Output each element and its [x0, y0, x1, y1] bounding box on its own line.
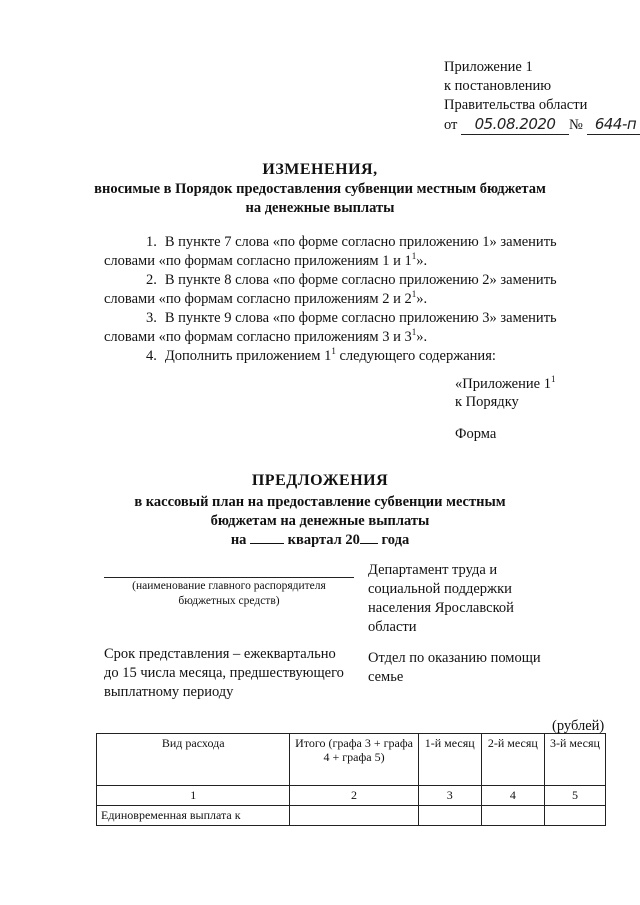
row-month-3 [544, 806, 605, 826]
header-total: Итого (графа 3 + графа 4 + графа 5) [290, 734, 418, 786]
header-month-3: 3-й месяц [544, 734, 605, 786]
deadline-line-3: выплатному периоду [104, 684, 234, 700]
from-label: от [444, 117, 458, 133]
handwritten-date: 05.08.2020 [461, 115, 569, 135]
deadline-line-2: до 15 числа месяца, предшествующего [104, 665, 344, 681]
row-total [290, 806, 418, 826]
item-1-second-end: ». [416, 253, 428, 269]
item-4-superscript: 1 [331, 346, 336, 357]
number-label: № [569, 117, 583, 133]
row-expense-type: Единовременная выплата к [97, 806, 290, 826]
unit-line-1: Отдел по оказанию помощи [368, 650, 541, 666]
header-month-2: 2-й месяц [481, 734, 544, 786]
manager-name-line [104, 577, 354, 578]
proposals-line-1: в кассовый план на предоставление субвенции местным [134, 494, 506, 510]
appendix-ref-line-2: к Порядку [455, 394, 519, 410]
department-name [368, 561, 514, 637]
annex-line-3: Правительства области [444, 97, 588, 113]
item-1 [104, 233, 612, 271]
annex-line-2: к постановлению [444, 78, 552, 94]
column-number-3: 3 [418, 786, 481, 806]
appendix-ref-text: «Приложение 1 [455, 376, 551, 392]
unit-name [368, 649, 541, 687]
department-line-3: населения Ярославской [368, 600, 514, 616]
unit-line-2: семье [368, 669, 404, 685]
handwritten-number: 644-п [587, 115, 640, 135]
annex-header [444, 58, 640, 135]
changes-subtitle-line-2: на денежные выплаты [245, 200, 395, 216]
table-header-row [97, 734, 606, 786]
currency-label: (рублей) [552, 718, 605, 734]
item-4-number: 4. [146, 348, 157, 364]
manager-caption [104, 579, 354, 609]
item-1-first-line: В пункте 7 слова «по форме согласно приложению 1» заменить [164, 234, 557, 250]
manager-caption-line-2: бюджетных средств) [178, 595, 280, 607]
item-4-text: Дополнить приложением 1 [164, 348, 332, 364]
row-month-2 [481, 806, 544, 826]
quarter-blank [250, 543, 284, 544]
year-blank [360, 543, 378, 544]
proposals-title: ПРЕДЛОЖЕНИЯ [251, 472, 389, 489]
table-number-row [97, 786, 606, 806]
table-row [97, 806, 606, 826]
header-month-1: 1-й месяц [418, 734, 481, 786]
column-number-4: 4 [481, 786, 544, 806]
item-3-first-line: В пункте 9 слова «по форме согласно приложению 3» заменить [164, 310, 557, 326]
item-3-second-line: словами «по формам согласно приложениям 3 и 3 [104, 329, 412, 345]
header-expense-type: Вид расхода [97, 734, 290, 786]
department-line-1: Департамент труда и [368, 562, 498, 578]
item-3-superscript: 1 [411, 327, 417, 338]
item-2-superscript: 1 [411, 289, 417, 300]
manager-caption-line-1: (наименование главного распорядителя [132, 580, 326, 592]
department-line-2: социальной поддержки [368, 581, 512, 597]
row-month-1 [418, 806, 481, 826]
item-3-number: 3. [146, 310, 157, 326]
department-line-4: области [368, 619, 417, 635]
annex-line-1: Приложение 1 [444, 59, 533, 75]
item-2-second-line: словами «по формам согласно приложениям 2 и 2 [104, 291, 412, 307]
item-2 [104, 271, 612, 309]
appendix-ref-superscript: 1 [550, 374, 556, 385]
column-number-2: 2 [290, 786, 418, 806]
item-4 [146, 347, 496, 366]
item-4-text-end: следующего содержания: [335, 348, 496, 364]
cash-plan-table [96, 733, 606, 826]
changes-subtitle-line-1: вносимые в Порядок предоставления субвенции местным бюджетам [94, 181, 546, 197]
appendix-ref-line-1 [455, 375, 555, 394]
item-2-number: 2. [146, 272, 157, 288]
item-3 [104, 309, 612, 347]
proposals-subtitle [80, 493, 560, 550]
changes-subtitle [80, 180, 560, 218]
proposals-year: года [381, 532, 410, 548]
column-number-1: 1 [97, 786, 290, 806]
proposals-quarter: квартал 20 [287, 532, 360, 548]
deadline-text [104, 645, 344, 702]
deadline-line-1: Срок представления – ежеквартально [104, 646, 336, 662]
proposals-on: на [230, 532, 247, 548]
item-1-second-line: словами «по формам согласно приложениям 1 и 1 [104, 253, 412, 269]
item-2-first-line: В пункте 8 слова «по форме согласно приложению 2» заменить [164, 272, 557, 288]
item-1-superscript: 1 [411, 251, 417, 262]
form-label: Форма [455, 426, 497, 442]
proposals-line-3 [80, 531, 560, 550]
changes-title: ИЗМЕНЕНИЯ, [262, 161, 378, 178]
proposals-line-2: бюджетам на денежные выплаты [210, 513, 430, 529]
column-number-5: 5 [544, 786, 605, 806]
item-1-number: 1. [146, 234, 157, 250]
annex-date-number [444, 115, 640, 135]
item-3-second-end: ». [416, 329, 428, 345]
item-2-second-end: ». [416, 291, 428, 307]
